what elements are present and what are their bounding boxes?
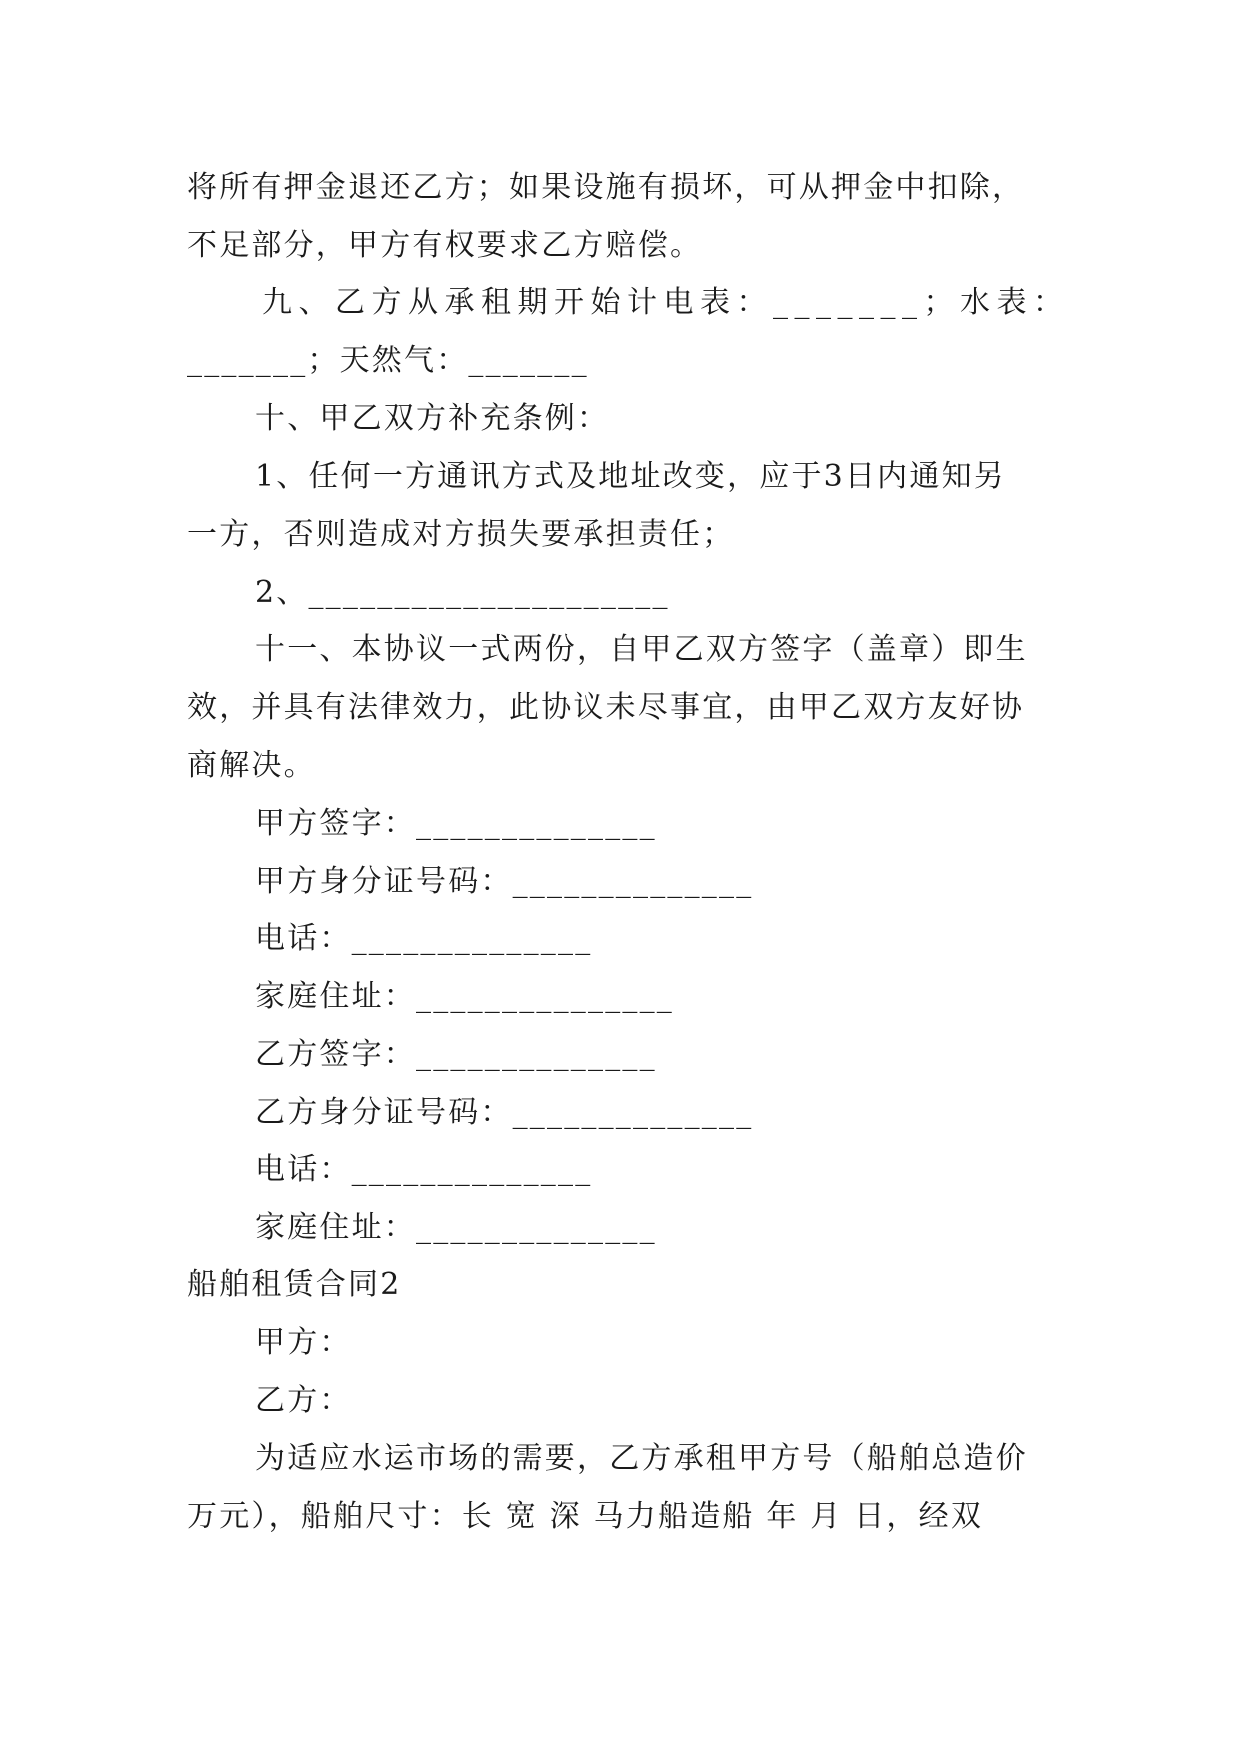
intro-paragraph: 为适应水运市场的需要，乙方承租甲方号（船舶总造价 [255,1441,1028,1476]
party-a-label: 甲方： [255,1325,352,1360]
clause-11: 十一、本协议一式两份，自甲乙双方签字（盖章）即生 [255,632,1028,667]
party-a-phone-field: 电话：______________ [255,921,593,956]
section-title: 船舶租赁合同2 [187,1267,402,1302]
party-b-id-field: 乙方身分证号码：______________ [255,1095,754,1130]
party-a-signature-field: 甲方签字：______________ [255,806,657,841]
party-a-id-field: 甲方身分证号码：______________ [255,864,754,899]
clause-10-item-2: 2、_____________________ [255,575,670,610]
party-b-signature-field: 乙方签字：______________ [255,1037,657,1072]
text-line-deposit-refund: 将所有押金退还乙方；如果设施有损坏，可从押金中扣除， [187,170,1025,205]
intro-paragraph-cont: 万元），船舶尺寸：长 宽 深 马力船造船 年 月 日，经双 [187,1499,984,1534]
party-b-address-field: 家庭住址：______________ [255,1210,657,1245]
clause-11-end: 商解决。 [187,748,316,783]
clause-9-meters: 九、乙方从承租期开始计电表：_______；水表： [262,285,1070,320]
party-b-phone-field: 电话：______________ [255,1152,593,1187]
party-a-address-field: 家庭住址：_______________ [255,979,674,1014]
clause-11-cont: 效，并具有法律效力，此协议未尽事宜，由甲乙双方友好协 [187,690,1025,725]
clause-10-heading: 十、甲乙双方补充条例： [255,401,610,436]
party-b-label: 乙方： [255,1383,352,1418]
clause-10-item-1-cont: 一方，否则造成对方损失要承担责任； [187,517,735,552]
clause-9-gas: _______；天然气：_______ [187,343,589,378]
text-line-compensation: 不足部分，甲方有权要求乙方赔偿。 [187,228,703,263]
clause-10-item-1: 1、任何一方通讯方式及地址改变，应于3日内通知另 [255,459,1006,494]
